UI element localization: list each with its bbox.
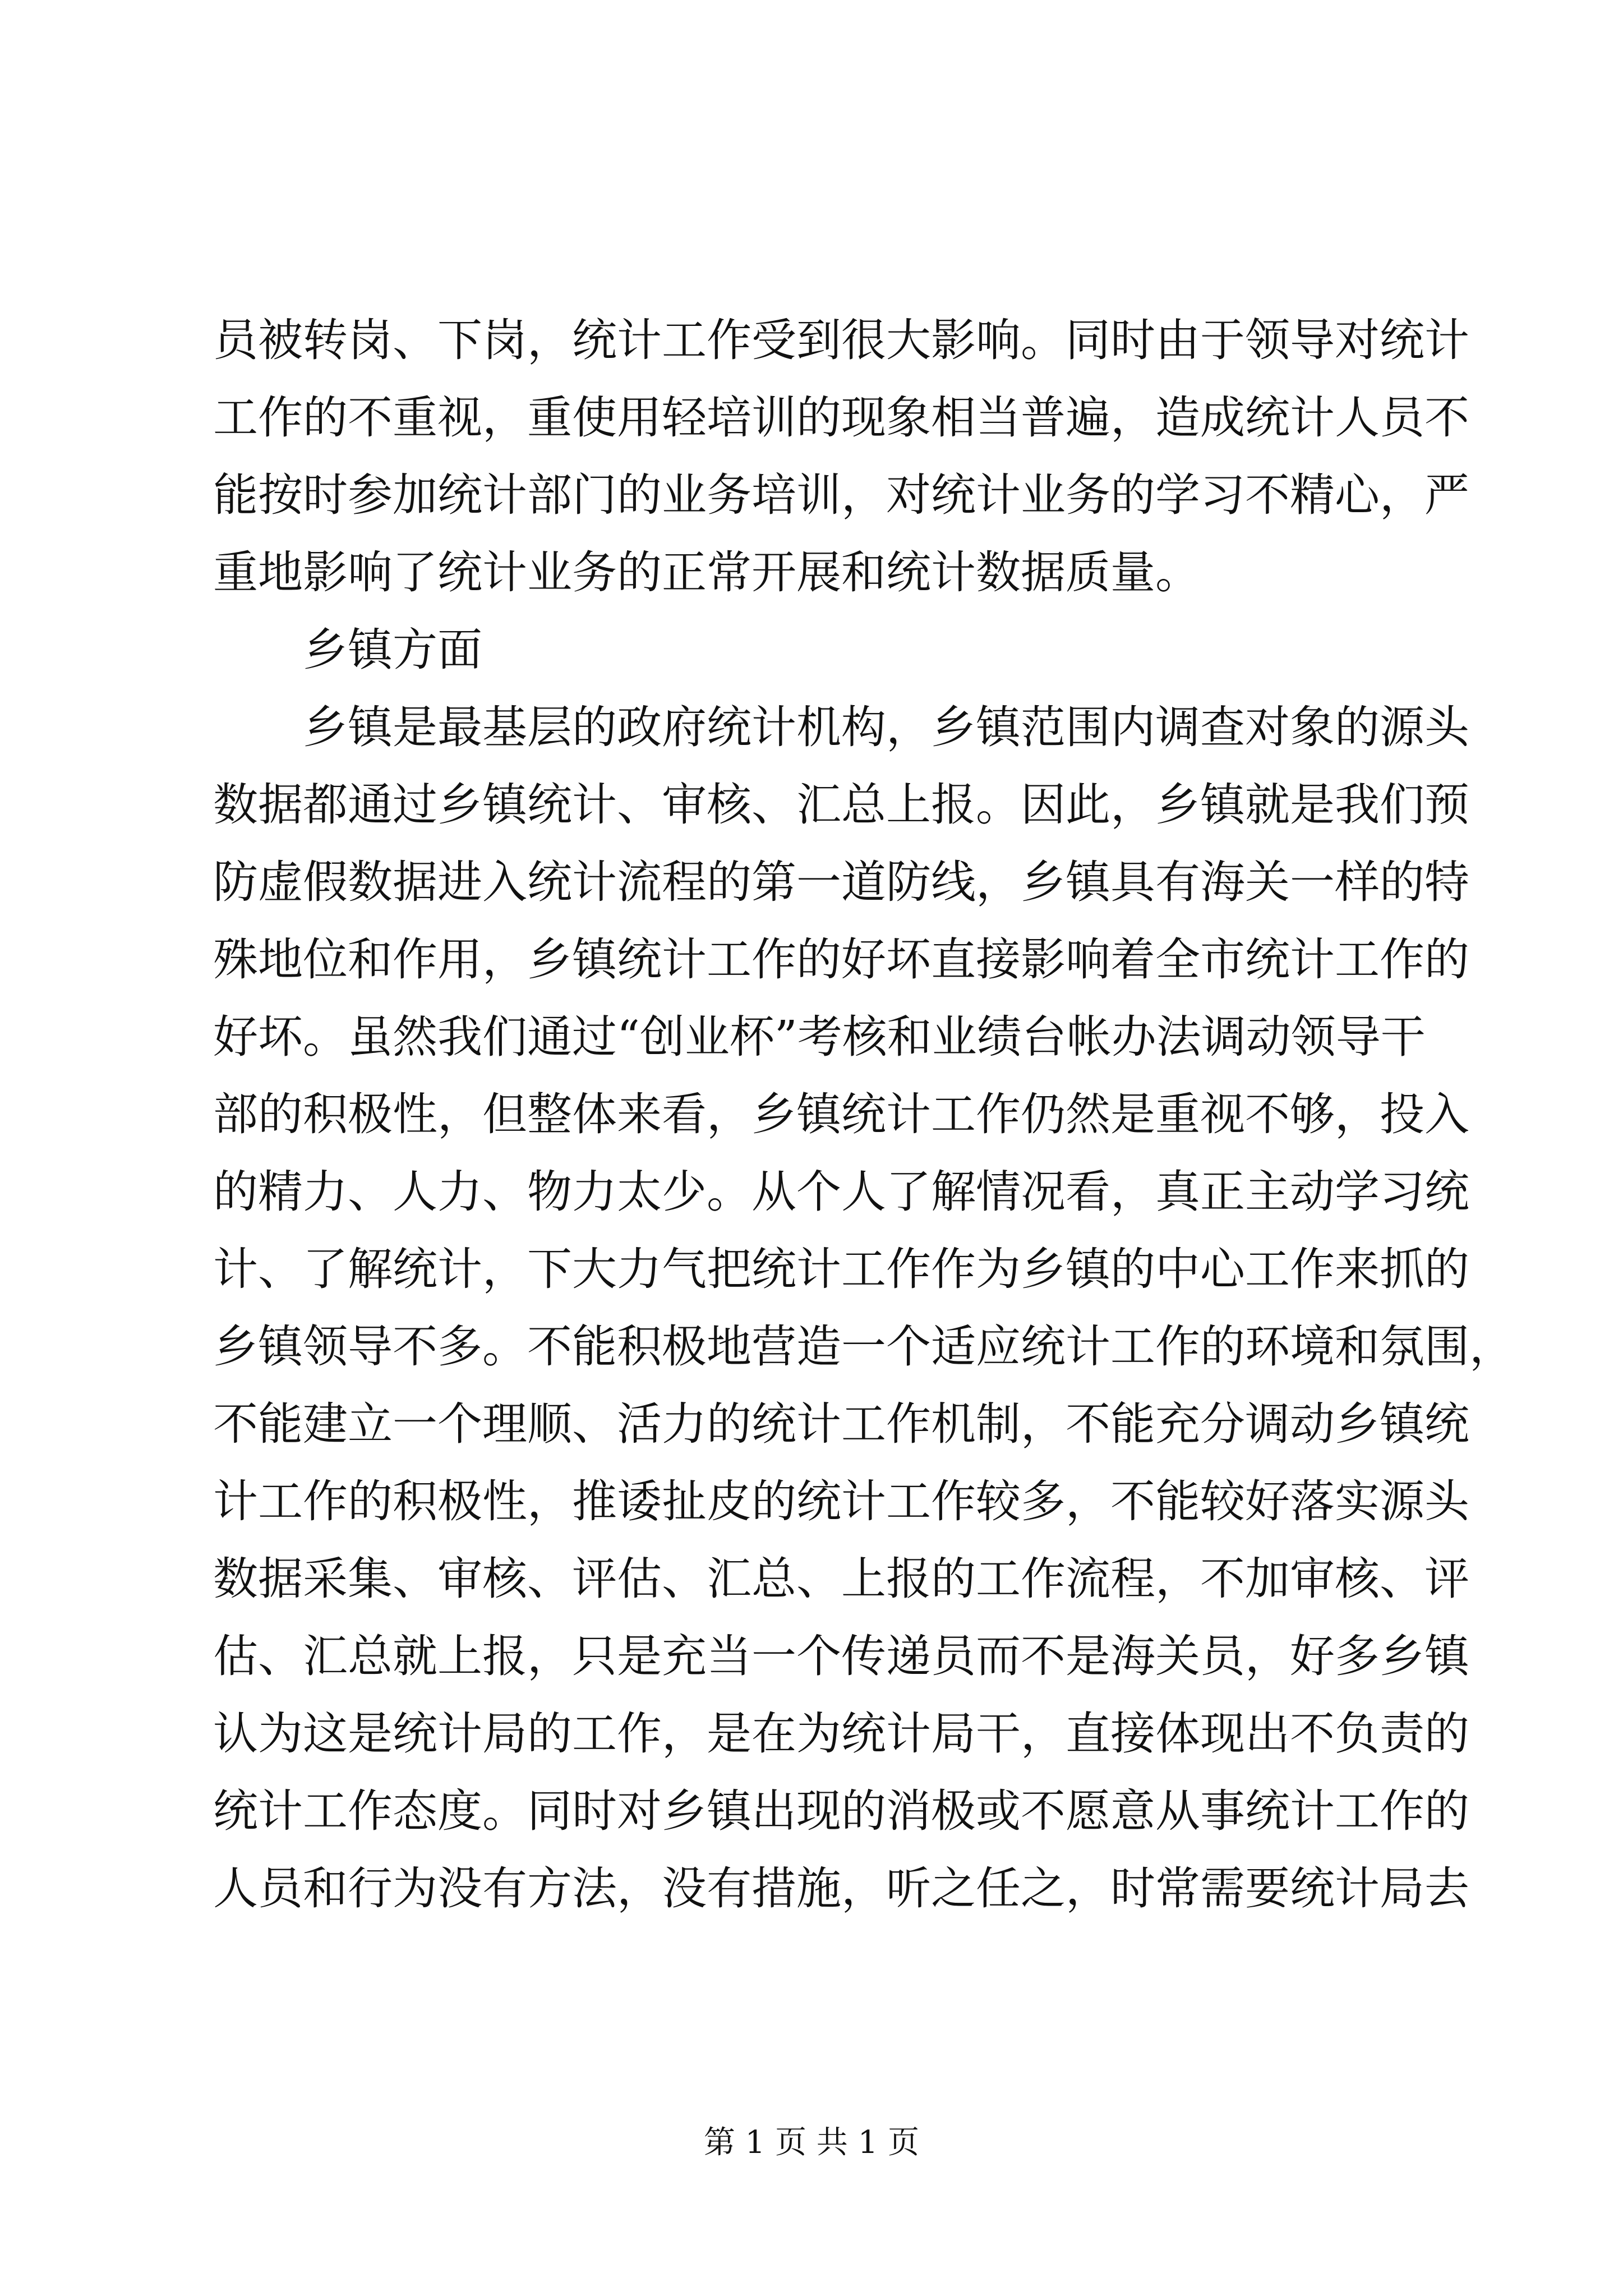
text-line: 能按时参加统计部门的业务培训，对统计业务的学习不精心，严 [213,469,1469,521]
text-line: 人员和行为没有方法，没有措施，听之任之，时常需要统计局去 [213,1862,1469,1915]
text-line: 数据采集、审核、评估、汇总、上报的工作流程，不加审核、评 [213,1553,1469,1605]
text-line: 计、了解统计，下大力气把统计工作作为乡镇的中心工作来抓的 [213,1243,1469,1295]
text-line: 乡镇领导不多。不能积极地营造一个适应统计工作的环境和氛围， [213,1320,1514,1373]
text-line: 部的积极性，但整体来看，乡镇统计工作仍然是重视不够，投入 [213,1088,1469,1140]
text-line: 防虚假数据进入统计流程的第一道防线，乡镇具有海关一样的特 [213,856,1469,908]
paragraph-first-line: 乡镇是最基层的政府统计机构，乡镇范围内调查对象的源头 [303,701,1469,753]
text-line: 的精力、人力、物力太少。从个人了解情况看，真正主动学习统 [213,1166,1469,1218]
text-line: 重地影响了统计业务的正常开展和统计数据质量。 [213,546,1200,599]
text-line: 殊地位和作用，乡镇统计工作的好坏直接影响着全市统计工作的 [213,933,1469,986]
text-line: 员被转岗、下岗，统计工作受到很大影响。同时由于领导对统计 [213,314,1469,366]
page-footer: 第 1 页 共 1 页 [703,2124,920,2161]
text-line: 数据都通过乡镇统计、审核、汇总上报。因此，乡镇就是我们预 [213,779,1469,831]
text-line: 认为这是统计局的工作，是在为统计局干，直接体现出不负责的 [213,1708,1469,1760]
text-line: 工作的不重视，重使用轻培训的现象相当普遍，造成统计人员不 [213,392,1469,444]
text-line: 好坏。虽然我们通过“创业杯”考核和业绩台帐办法调动领导干 [213,1011,1426,1063]
text-line: 计工作的积极性，推诿扯皮的统计工作较多，不能较好落实源头 [213,1475,1469,1527]
text-line: 不能建立一个理顺、活力的统计工作机制，不能充分调动乡镇统 [213,1398,1469,1450]
text-line: 统计工作态度。同时对乡镇出现的消极或不愿意从事统计工作的 [213,1785,1469,1837]
section-heading: 乡镇方面 [303,624,482,676]
text-line: 估、汇总就上报，只是充当一个传递员而不是海关员，好多乡镇 [213,1630,1469,1682]
